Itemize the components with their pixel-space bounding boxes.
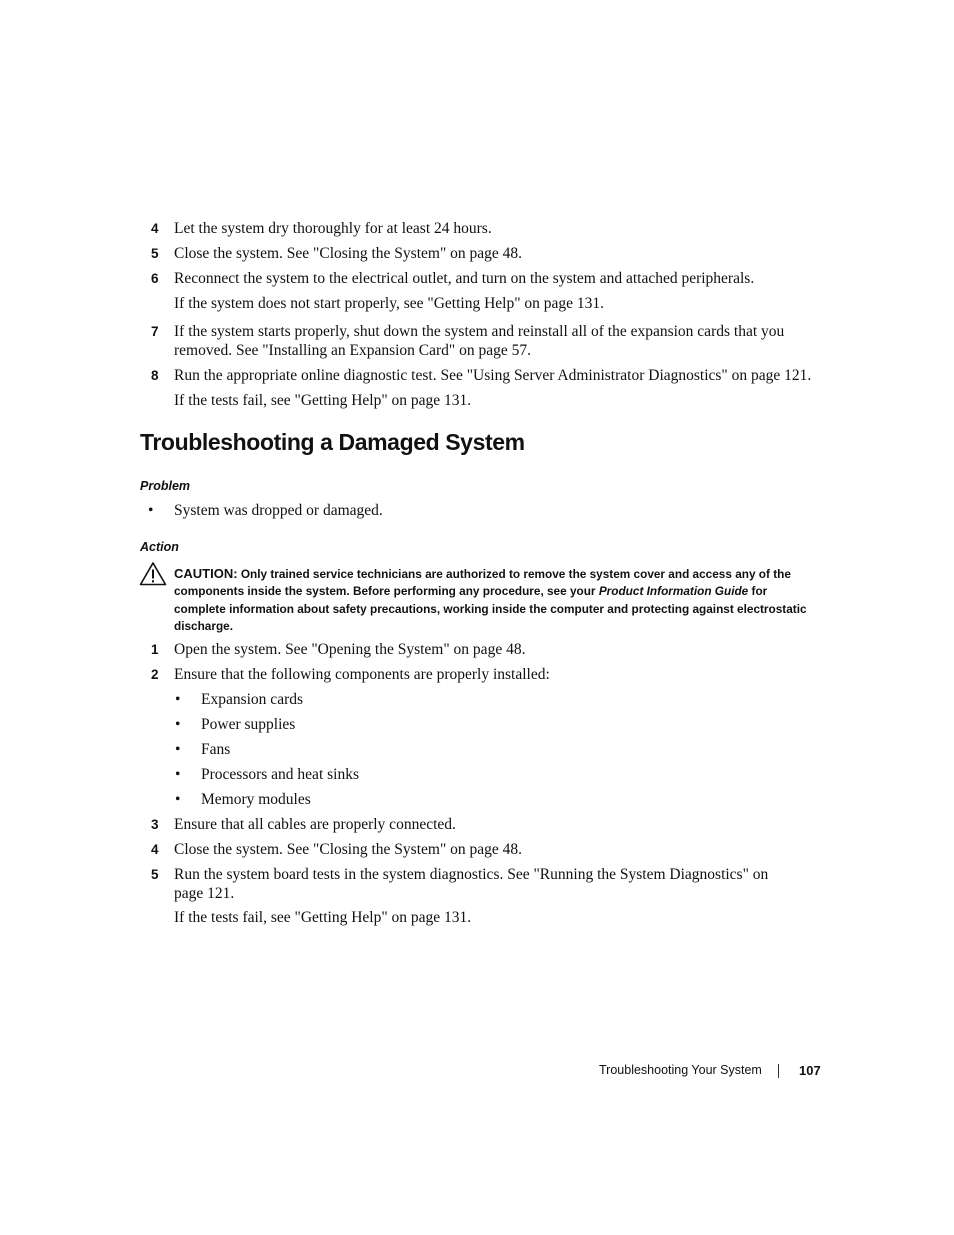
component-text: Memory modules: [201, 791, 311, 808]
step-number: 3: [151, 817, 159, 832]
component-text: Expansion cards: [201, 691, 304, 708]
step-text: Ensure that all cables are properly connected.: [174, 816, 456, 833]
footer-divider: [778, 1064, 779, 1078]
step-text: Run the system board tests in the system diagnostics. See "Running the System Diagnostics" on page 121.: [174, 866, 769, 902]
page-footer: [599, 1062, 821, 1079]
step-number: 5: [151, 867, 159, 882]
bullet-marker: •: [175, 766, 181, 783]
page-number: 107: [799, 1063, 821, 1078]
step-number: 6: [151, 271, 159, 286]
caution-text-start: Only trained service technicians are authorized to remove the system cover and access any of the components inside the system. Before performing any procedure, see your: [174, 567, 791, 599]
step-number: 8: [151, 368, 159, 383]
problem-label: Problem: [140, 479, 191, 493]
step-text: Close the system. See "Closing the System" on page 48.: [174, 841, 523, 858]
component-text: Power supplies: [201, 716, 296, 733]
step-number: 7: [151, 324, 159, 339]
step-text: Close the system. See "Closing the System" on page 48.: [174, 245, 523, 262]
warning-triangle-icon: [139, 561, 167, 586]
component-text: Fans: [201, 741, 231, 758]
step-text: Open the system. See "Opening the System" on page 48.: [174, 641, 526, 658]
guide-name: Product Information Guide: [598, 584, 749, 599]
step-number: 5: [151, 246, 159, 261]
step-number: 1: [151, 642, 159, 657]
bullet-marker: •: [175, 716, 181, 733]
bullet-marker: •: [175, 691, 181, 708]
component-text: Processors and heat sinks: [201, 766, 359, 783]
bullet-marker: •: [148, 502, 154, 519]
step-number: 4: [151, 842, 159, 857]
action-label: Action: [140, 540, 179, 554]
caution-text-end: for complete information about safety precautions, working inside the computer and protecting against electrostatic discharge.: [174, 584, 807, 633]
bullet-marker: •: [175, 741, 181, 758]
footer-chapter: Troubleshooting Your System: [599, 1063, 762, 1077]
note-text: If the system does not start properly, see "Getting Help" on page 131.: [174, 295, 605, 312]
note-text: If the tests fail, see "Getting Help" on page 131.: [174, 392, 472, 409]
caution-notice: [174, 565, 819, 635]
section-title: Troubleshooting a Damaged System: [140, 429, 525, 455]
step-text: Reconnect the system to the electrical outlet, and turn on the system and attached peripherals.: [174, 270, 755, 287]
step-number: 4: [151, 221, 159, 236]
step-text: Run the appropriate online diagnostic test. See "Using Server Administrator Diagnostics" on page 121.: [174, 367, 812, 384]
step-text: Let the system dry thoroughly for at least 24 hours.: [174, 220, 492, 237]
problem-text: System was dropped or damaged.: [174, 502, 383, 519]
step-number: 2: [151, 667, 159, 682]
step-text: Ensure that the following components are properly installed:: [174, 666, 550, 683]
bullet-marker: •: [175, 791, 181, 808]
step-text: If the system starts properly, shut down the system and reinstall all of the expansion cards that you removed. See "Installing an Expansion Card" on page 57.: [174, 323, 785, 359]
note-text: If the tests fail, see "Getting Help" on page 131.: [174, 909, 472, 926]
caution-label: CAUTION:: [174, 566, 238, 581]
